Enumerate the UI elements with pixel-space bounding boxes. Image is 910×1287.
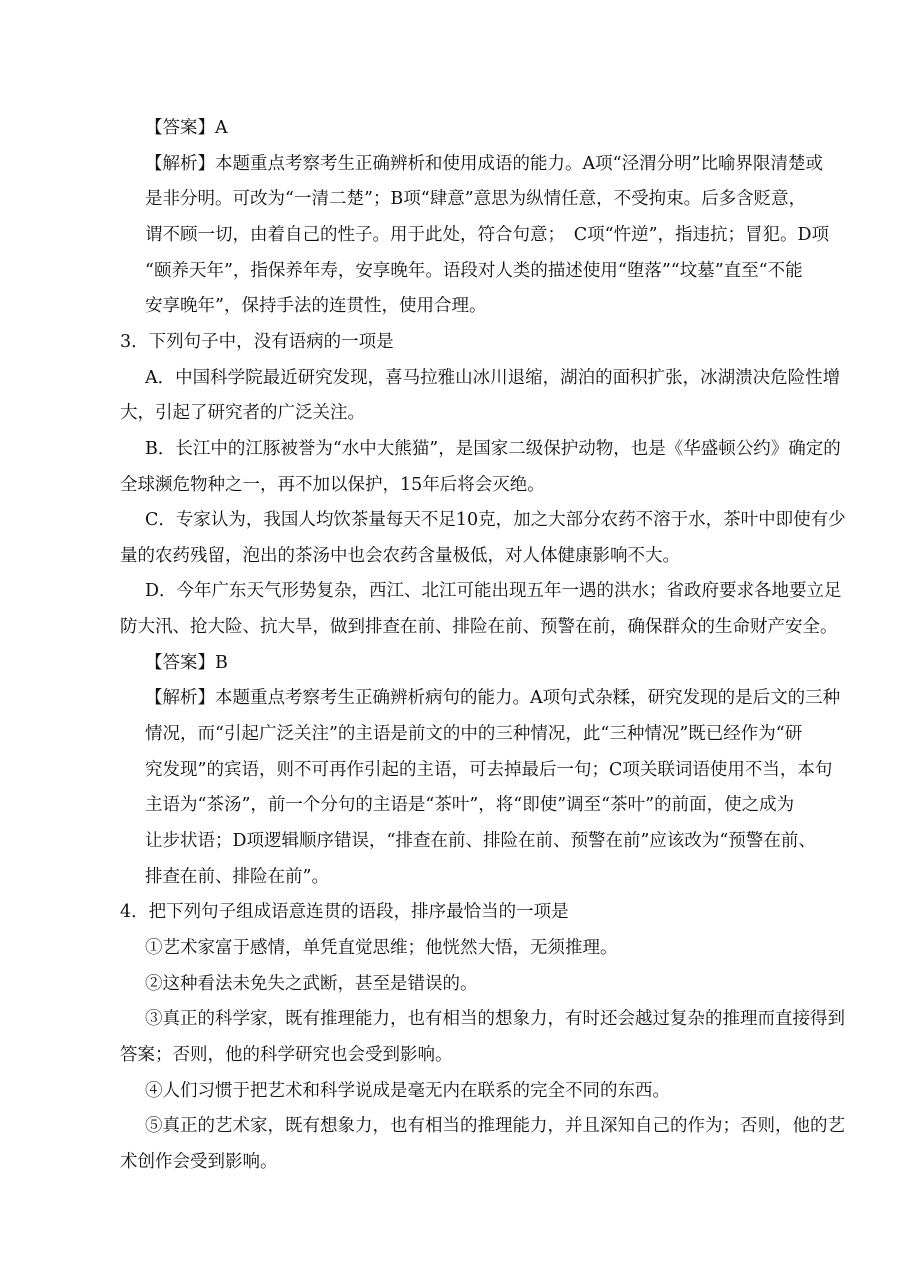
sentence-line: ③真正的科学家，既有推理能力，也有相当的想象力，有时还会越过复杂的推理而直接得到 (145, 1009, 845, 1030)
answer-line: 【答案】B (145, 652, 228, 673)
sentence-line: ①艺术家富于感情，单凭直觉思维；他恍然大悟，无须推理。 (145, 937, 618, 958)
analysis-line: 主语为“茶汤”，前一个分句的主语是“茶叶”，将“即使”调至“茶叶”的前面，使之成为 (145, 795, 795, 816)
question-line: 4．把下列句子组成语意连贯的语段，排序最恰当的一项是 (120, 902, 569, 923)
option-line: 防大汛、抢大险、抗大旱，做到排查在前、排险在前、预警在前，确保群众的生命财产安全。 (120, 617, 838, 638)
sentence-line: ②这种看法未免失之武断，甚至是错误的。 (145, 973, 478, 994)
question-line: 3．下列句子中，没有语病的一项是 (120, 331, 394, 352)
analysis-line: 谓不顾一切，由着自己的性子。用于此处，符合句意； C项“忤逆”，指违抗；冒犯。D项 (145, 224, 830, 245)
analysis-line: 排查在前、排险在前”。 (145, 866, 329, 887)
analysis-line: 【解析】本题重点考察考生正确辨析病句的能力。A项句式杂糅，研究发现的是后文的三种 (145, 688, 841, 709)
option-line: 全球濒危物种之一，再不加以保护，15年后将会灭绝。 (120, 474, 545, 495)
analysis-line: 情况，而“引起广泛关注”的主语是前文的中的三种情况，此“三种情况”既已经作为“研 (145, 724, 803, 745)
analysis-line: 让步状语；D项逻辑顺序错误，“排查在前、排险在前、预警在前”应该改为“预警在前、 (145, 831, 816, 851)
option-line: C．专家认为，我国人均饮茶量每天不足10克，加之大部分农药不溶于水，茶叶中即使有少 (145, 510, 846, 531)
analysis-line: 安享晚年”，保持手法的连贯性，使用合理。 (145, 296, 487, 317)
option-line: B．长江中的江豚被誉为“水中大熊猫”，是国家二级保护动物，也是《华盛顿公约》确定的 (145, 438, 841, 459)
sentence-line: 术创作会受到影响。 (120, 1151, 278, 1172)
analysis-line: “颐养天年”，指保养年寿，安享晚年。语段对人类的描述使用“堕落”“坟墓”直至“不能 (145, 260, 803, 281)
option-line: 量的农药残留，泡出的茶汤中也会农药含量极低，对人体健康影响不大。 (120, 545, 680, 566)
analysis-line: 【解析】本题重点考察考生正确辨析和使用成语的能力。A项“泾渭分明”比喻界限清楚或 (145, 153, 824, 174)
sentence-line: 答案；否则，他的科学研究也会受到影响。 (120, 1044, 453, 1065)
analysis-line: 究发现”的宾语，则不可再作引起的主语，可去掉最后一句；C项关联词语使用不当，本句 (145, 759, 833, 780)
sentence-line: ⑤真正的艺术家，既有想象力，也有相当的推理能力，并且深知自己的作为；否则，他的艺 (145, 1116, 845, 1137)
sentence-line: ④人们习惯于把艺术和科学说成是毫无内在联系的完全不同的东西。 (145, 1080, 670, 1101)
option-line: 大，引起了研究者的广泛关注。 (120, 403, 365, 424)
analysis-line: 是非分明。可改为“一清二楚”；B项“肆意”意思为纵情任意，不受拘束。后多含贬意， (145, 189, 807, 210)
answer-line: 【答案】A (145, 118, 228, 138)
option-line: A．中国科学院最近研究发现，喜马拉雅山冰川退缩，湖泊的面积扩张，冰湖溃决危险性增 (145, 367, 841, 388)
option-line: D．今年广东天气形势复杂，西江、北江可能出现五年一遇的洪水；省政府要求各地要立足 (145, 581, 842, 602)
